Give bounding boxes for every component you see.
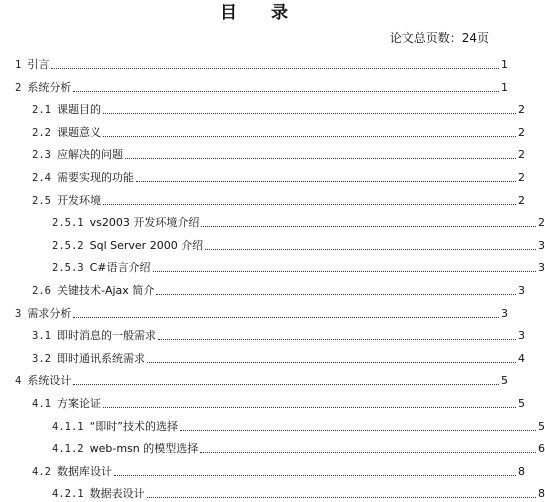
toc-entry-number: 4.2 [32,465,51,478]
toc-entry-page-number: 2 [518,125,525,139]
toc-entry[interactable] [0,481,545,501]
toc-entry[interactable] [0,97,525,117]
toc-entry[interactable] [0,233,545,253]
toc-entry-leader-dots [103,112,516,114]
toc-entry-leader-dots [180,429,536,431]
toc-entry[interactable] [0,142,525,162]
toc-entry-leader-dots [147,496,536,498]
total-pages-note: 论文总页数：24页 [389,31,489,45]
toc-entry-leader-dots [156,293,516,295]
toc-entry-number: 2.4 [32,172,51,184]
toc-entry-page-number: 1 [501,58,508,71]
toc-entry-label: 需求分析 [27,306,72,320]
toc-entry-label: C#语言介绍 [89,261,151,275]
toc-entry-label: 方案论证 [56,397,101,410]
toc-entry-number: 4.1.2 [52,443,84,456]
toc-entry-label: 关键技术-Ajax 简介 [56,284,155,297]
toc-entry-number: 2.3 [32,149,51,162]
toc-entry[interactable] [0,323,525,343]
toc-entry-number: 2.5 [32,194,51,207]
toc-entry[interactable] [0,459,525,479]
toc-entry[interactable] [0,436,545,456]
toc-entry-leader-dots [73,316,499,318]
toc-entry-leader-dots [201,225,536,227]
toc-entry-leader-dots [158,338,516,340]
toc-entry-label: 引言 [27,58,50,71]
toc-entry-page-number: 2 [518,103,525,117]
toc-entry-leader-dots [73,90,499,92]
toc-entry-label: 需要实现的功能 [56,171,134,184]
toc-entry-leader-dots [147,361,516,363]
toc-entry[interactable] [0,188,525,208]
toc-entry[interactable] [0,165,525,185]
toc-entry-page-number: 3 [501,306,508,320]
toc-entry-page-number: 3 [538,261,545,275]
toc-entry-leader-dots [114,474,516,476]
toc-entry[interactable] [0,368,508,388]
toc-entry-label: 即时通讯系统需求 [56,351,145,365]
toc-entry-label: 开发环境 [56,193,101,207]
toc-entry-leader-dots [205,248,536,250]
toc-entry-number: 2.6 [32,285,51,297]
toc-entry-label: 即时消息的一般需求 [56,329,156,343]
toc-entry-leader-dots [200,451,536,453]
toc-entry[interactable] [0,278,525,298]
toc-entry-page-number: 3 [538,238,545,252]
toc-entry-number: 1 [15,59,22,71]
toc-entry-number: 2.5.1 [52,217,84,230]
toc-entry[interactable] [0,75,508,95]
toc-entry[interactable] [0,346,525,366]
toc-entry-label: “即时”技术的选择 [89,419,179,433]
toc-entry-leader-dots [51,67,499,69]
toc-entry-number: 2.1 [32,104,51,117]
toc-entry-page-number: 5 [518,397,525,410]
toc-entry-number: 4.1.1 [52,420,84,433]
toc-entry-label: 应解决的问题 [56,148,123,162]
toc-entry-page-number: 2 [518,193,525,207]
toc-entry[interactable] [0,120,525,140]
toc-entry-page-number: 6 [538,442,545,456]
toc-entry-page-number: 3 [518,284,525,297]
toc-entry-number: 2.5.3 [52,262,84,275]
toc-entry-number: 3.1 [32,330,51,343]
toc-entry-page-number: 8 [518,464,525,478]
toc-entry[interactable] [0,210,545,230]
toc-entry-leader-dots [153,270,536,272]
toc-entry-page-number: 4 [518,351,525,365]
toc-entry[interactable] [0,255,545,275]
toc-entry-label: 系统分析 [27,80,72,94]
toc-entry-number: 2 [15,81,22,94]
toc-entry-label: 课题目的 [56,103,101,117]
toc-entry-page-number: 5 [501,374,508,388]
toc-entry-page-number: 3 [518,329,525,343]
toc-entry-number: 3.2 [32,352,51,365]
toc-entry-number: 4 [15,375,22,388]
toc-entry-label: 数据库设计 [56,464,112,478]
toc-entry-leader-dots [73,383,499,385]
toc-entry-page-number: 2 [538,216,545,230]
toc-entry[interactable] [0,301,508,321]
toc-entry-number: 4.1 [32,398,51,410]
toc-entry-leader-dots [103,135,516,137]
toc-entry-leader-dots [103,203,516,205]
toc-entry[interactable] [0,414,545,434]
toc-entry[interactable] [0,391,525,411]
toc-entry-label: 数据表设计 [89,487,145,501]
toc-entry-number: 4.2.1 [52,488,84,501]
toc-entry-label: web-msn 的模型选择 [89,442,199,456]
toc-entry-page-number: 1 [501,80,508,94]
toc-entry-page-number: 2 [518,171,525,184]
toc-entry-number: 2.2 [32,126,51,139]
toc-entry-leader-dots [103,406,516,408]
toc-entry[interactable] [0,52,508,72]
toc-entry-number: 3 [15,307,22,320]
toc-entry-label: 系统设计 [27,374,72,388]
toc-entry-label: 课题意义 [56,125,101,139]
toc-entry-page-number: 2 [518,148,525,162]
toc-entry-leader-dots [125,157,516,159]
toc-entry-page-number: 8 [538,487,545,501]
toc-entry-leader-dots [136,180,516,182]
toc-entry-number: 2.5.2 [52,239,84,252]
toc-title: 目 录 [220,3,302,23]
toc-entry-page-number: 5 [538,419,545,433]
toc-entry-label: Sql Server 2000 介绍 [89,238,204,252]
toc-entry-label: vs2003 开发环境介绍 [89,216,200,230]
